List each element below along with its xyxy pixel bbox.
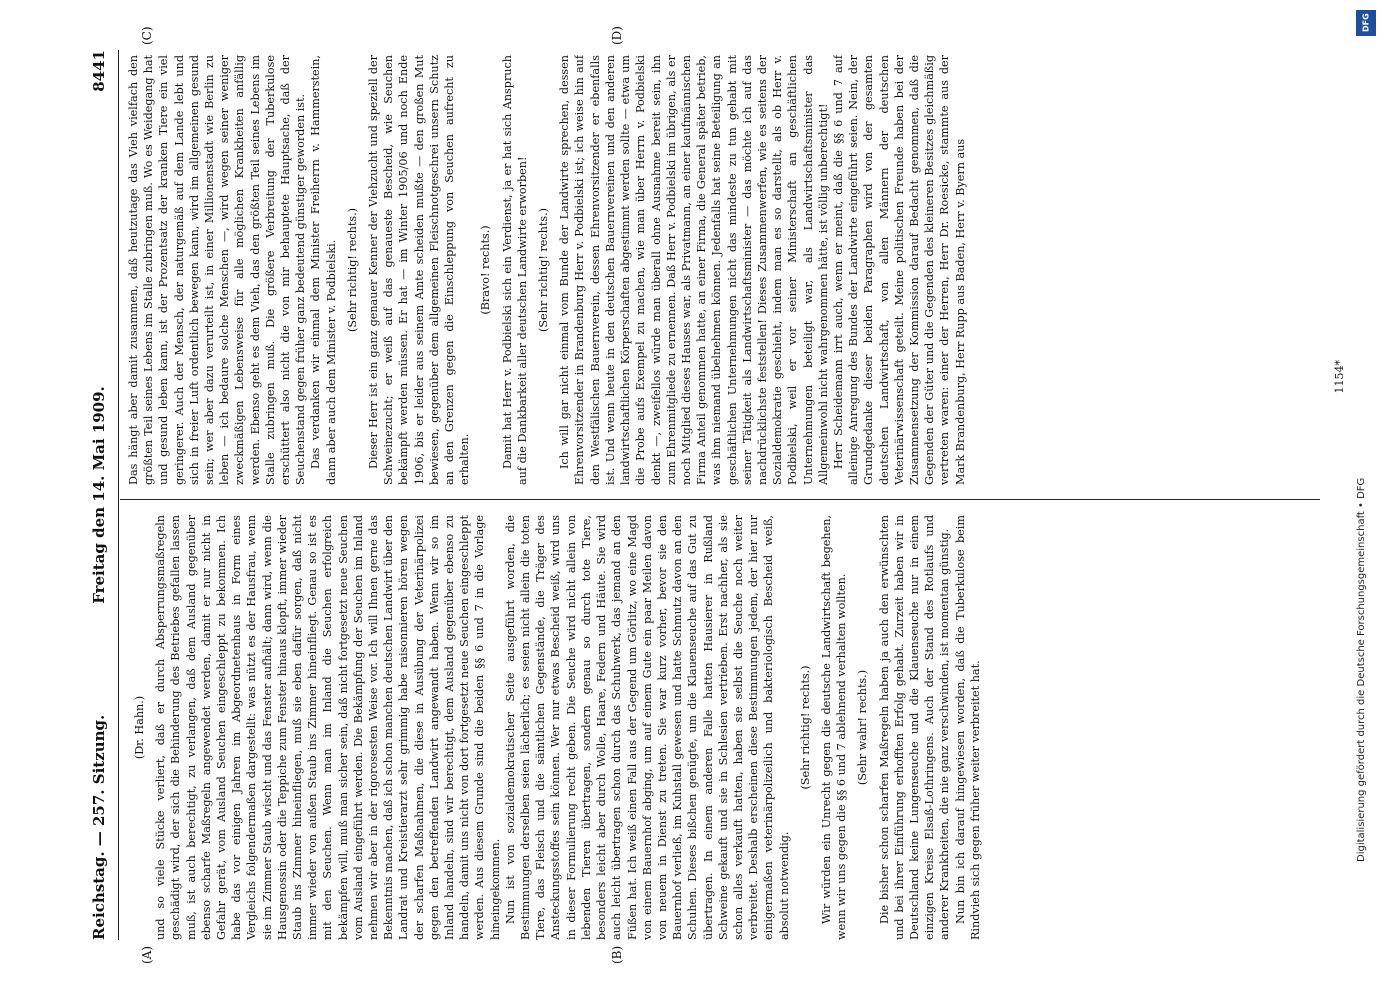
header-rule (118, 50, 119, 940)
interjection: (Sehr wahr! rechts.) (856, 669, 870, 786)
paragraph: Dieser Herr ist ein ganz genauer Kenner der Viehzucht und speziell der Schweinezucht; er weiß auf das genaueste Bescheid, wie Seuchen bekämpft werden müssen. Er hat — im Winter 1905/06 und noch Ende 1906, bis er leider aus seinem Amte scheiden mußte — den großen Mut bewiesen, gegenüber dem allgemeinen Fleischnotgeschrei unsern Schutz an den Grenzen gegen die Einschleppung von Seuchen aufrecht zu erhalten. (367, 55, 472, 485)
paragraph: Wir würden ein Unrecht gegen die deutsche Landwirtschaft begehen, wenn wir uns gegen die §§ 6 und 7 ablehnend verhalten wollten. (819, 515, 849, 940)
paragraph: Damit hat Herr v. Podbielski sich ein Verdienst, ja er hat sich Anspruch auf die Dankbarkeit aller deutschen Landwirte erworben! (500, 55, 529, 485)
digitization-credit (1356, 10, 1378, 1000)
speaker-label: (Dr. Hahn.) (133, 695, 146, 760)
margin-mark-d: (D) (610, 26, 624, 45)
paragraph: Herr Scheidemann irrt auch, wenn er meint, daß die §§ 6 und 7 auf alleinige Anregung des Bundes der Landwirte eingeführt seien. Nein, der Grundgedanke dieser beiden Paragraphen wird von der gesamten deutschen Landwirtschaft, von allen Männern der deutschen Veterinärwissenschaft geteilt. Meine politischen Freunde haben bei der Zusammensetzung der Kommission darauf Bedacht genommen, daß die Gegenden der Güter und die Gegenden des kleineren Besitzes gleichmäßig vertreten waren: einer der Herren, Herr Dr. Roesicke, stammte aus der Mark Brandenburg, Herr Rupp aus Baden, Herr v. Byern aus (831, 55, 967, 485)
paragraph: Die bisher schon scharfen Maßregeln haben ja auch den erwünschten und bei ihrer Einführung erhofften Erfolg gehabt. Zurzeit haben wir in Deutschland keine Lungenseuche und die Klauenseuche nur in einem einzigen Kreise Elsaß-Lothringens. Auch der Stand des Rotlaufs und anderer Krankheiten, die nie ganz verschwinden, ist momentan günstig. (877, 515, 952, 940)
paragraph: Das verdanken wir einmal dem Minister Freiherrn v. Hammerstein, dann aber auch dem Minister v. Podbielski. (309, 55, 338, 485)
document-page (50, 0, 1360, 1000)
header-left: Reichstag. — 257. Sitzung. (90, 714, 108, 940)
dfg-logo: DFG (1356, 10, 1376, 36)
paragraph: Das hängt aber damit zusammen, daß heutzutage das Vieh vielfach den größten Teil seines Lebens im Stalle zubringen muß. Wo es Weidegang hat und gesund leben kann, ist der Prozentsatz der kranken Tiere ein viel geringerer. Auch der Mensch, der naturgemäß auf dem Lande lebt und sich in freier Luft ordentlich bewegen kann, wird im allgemeinen gesund sein; wer aber dazu verurteilt ist, in einer Millionenstadt wie Berlin zu leben — ich bedaure solche Menschen —, wird wegen seiner weniger zweckmäßigen Lebensweise für alle möglichen Krankheiten anfällig werden. Ebenso geht es dem Vieh, das den größten Teil seines Lebens im Stalle zubringen muß. Die größere Verbreitung der Tuberkulose erschüttert also nicht die von mir behauptete Hauptsache, daß der Seuchenstand gegen früher ganz bedeutend günstiger geworden ist. (127, 55, 308, 485)
paragraph: und so viele Stücke verliert, daß er durch Absperrungsmaßregeln geschädigt wird, der sich die Behinderung des Betriebes gefallen lassen muß, ist auch berechtigt, zu verlangen, daß dem Ausland gegenüber ebenso scharfe Maßregeln angewendet werden, damit er nur nicht in Gefahr gerät, vom Ausland Seuchen eingeschleppt zu bekommen. Ich habe das vor einigen Jahren im Abgeordnetenhaus in Form eines Vergleichs folgendermaßen dargestellt: was nützt es der Hausfrau, wenn sie im Zimmer Staub wischt und das Fenster aufhält; dann wird, wenn die Hausgenossin oder die Teppiche zum Fenster hinaus klopft, immer wieder Staub ins Zimmer hineinfliegen, muß sie eben dafür sorgen, daß nicht immer wieder von außen Staub ins Zimmer hineinfliegt. Genau so ist es mit den Seuchen. Wenn man im Inland die Seuchen erfolgreich bekämpfen will, muß man sicher sein, daß nicht fortgesetzt neue Seuchen vom Ausland eingeführt werden. Die Bekämpfung der Seuchen im Inland nehmen wir aber in der rigorosesten Weise vor. Ich will Ihnen gerne das Bekenntnis machen, daß ich schon manchen deutschen Landwirt über den Landrat und Kreistierarzt sehr grimmig habe raisonnieren hören wegen der scharfen Maßnahmen, die diese in Ausübung der Veterinärpolizei gegen den betreffenden Landwirt angewandt haben. Wenn wir so im Inland handeln, sind wir berechtigt, dem Ausland gegenüber ebenso zu handeln, damit uns nicht von dort fortgesetzt neue Seuchen eingeschleppt werden. Aus diesem Grunde sind die beiden §§ 6 und 7 in die Vorlage hineingekommen. (154, 515, 502, 940)
page-number: 8441 (90, 50, 108, 92)
paragraph: Ich will gar nicht einmal vom Bunde der Landwirte sprechen, dessen Ehrenvorsitzender in Brandenburg Herr v. Podbielski ist; ich weise hin auf den Westfälischen Bauernverein, dessen Ehrenvorsitzender er ebenfalls ist. Und wenn heute in den deutschen Bauernvereinen und den anderen landwirtschaftlichen Körperschaften abgestimmt werden sollte — etwa um die Probe aufs Exempel zu machen, wie man über Herrn v. Podbielski denkt —, zweifellos würde man überall ohne Ausnahme bereit sein, ihn zum Ehrenmitgliede zu ernennen. Daß Herr v. Podbielski im übrigen, als er noch Mitglied dieses Hauses war, als Privatmann, an einer kaufmännischen Firma Anteil genommen hatte, an einer Firma, die General später betrieb, was ihm niemand übelnehmen können. Jedenfalls hat seine Beteiligung an geschäftlichen Unternehmungen nicht das mindeste zu tun gehabt mit seiner Tätigkeit als Landwirtschaftsminister — das möchte ich auf das nachdrücklichste feststellen! Dieses Zusammenwerfen, wie es seitens der Sozialdemokratie geschieht, indem man es so darstellt, als ob Herr v. Podbielski, weil er vor seiner Ministerschaft an geschäftlichen Unternehmungen beteiligt war, als Landwirtschaftsminister das Allgemeinwohl nicht wahrgenommen hätte, ist völlig unberechtigt! (558, 55, 830, 485)
margin-mark-a: (A) (140, 945, 154, 964)
interjection: (Sehr richtig! rechts.) (798, 665, 812, 790)
margin-mark-b: (B) (610, 945, 624, 964)
header-date: Freitag den 14. Mai 1909. (90, 386, 108, 604)
interjection: (Sehr richtig! rechts.) (537, 207, 551, 333)
sheet-signature: 1154* (1333, 360, 1346, 394)
paragraph: Nun ist von sozialdemokratischer Seite ausgeführt worden, die Bestimmungen derselben seien lächerlich; es seien nicht allein die toten Tiere, das Fleisch und die sämtlichen Gegenstände, die Träger des Ansteckungsstoffes sein können. Wer nur etwas Bescheid weiß, wird uns in dieser Formulierung recht geben. Die Seuche wird nicht allein von lebenden Tieren übertragen, sondern genau so durch tote Tiere, besonders leicht aber durch Wolle, Haare, Federn und Häute. Sie wird auch leicht übertragen schon durch das Schuhwerk, das jemand an den Füßen hat. Ich weiß einen Fall aus der Gegend um Görlitz, wo eine Magd von einem Bauernhof abging, um auf einem Gute ein paar Meilen davon von neuem in Dienst zu treten. Sie war kurz vorher, bevor sie den Bauernhof verließ, im Kuhstall gewesen und hatte Schmutz davon an den Schuhen. Dieses bißchen genügte, um die Klauenseuche auf das Gut zu übertragen. In einem anderen Falle hatten Hausierer in Rußland Schweine gekauft und sie in Schlesien vertrieben. Erst nachher, als sie schon alles verkauft hatten, haben sie selbst die Seuche noch weiter verbreitet. Deshalb erscheinen diese Bestimmungen jedem, der hier nur einigermaßen veterinärpolizeilich und bakteriologisch Bescheid weiß, absolut notwendig. (503, 515, 791, 940)
paragraph: Nun bin ich darauf hingewiesen worden, daß die Tuberkulose beim Rindvieh sich gegen früher weiter verbreitet hat. (953, 515, 982, 940)
left-column (126, 515, 1320, 940)
right-column (126, 55, 1320, 485)
credit-text: Digitalisierung gefördert durch die Deutsche Forschungsgemeinschaft • DFG (1356, 477, 1367, 862)
column-divider (120, 499, 1320, 500)
interjection: (Sehr richtig! rechts.) (345, 207, 359, 333)
interjection: (Bravo! rechts.) (479, 225, 493, 315)
margin-mark-c: (C) (140, 26, 154, 45)
page-header (90, 50, 116, 940)
